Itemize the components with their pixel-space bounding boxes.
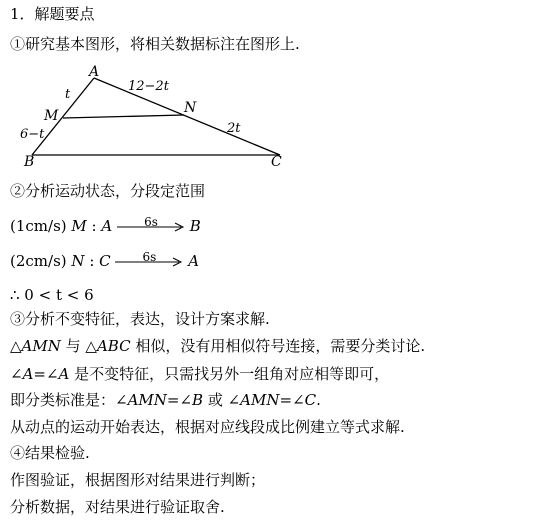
case-two: ∠AMN=∠C xyxy=(227,391,317,409)
segment-an-label: 12−2t xyxy=(128,79,169,94)
motion-m-row xyxy=(10,216,201,236)
verify-text-2: 分析数据，对结果进行验证取舍. xyxy=(10,498,225,516)
similar-rest: 相似，没有用相似符号连接，需要分类讨论. xyxy=(130,337,426,355)
segment-mb-label: 6−t xyxy=(20,127,45,142)
classification-prefix: 即分类标准是： xyxy=(10,391,116,409)
triangle-amn: △AMN xyxy=(10,337,61,355)
motion-n-from: C xyxy=(99,252,111,270)
motion-m-colon: : xyxy=(91,217,97,235)
triangle-abc: △ABC xyxy=(85,337,131,355)
point-n-label: N xyxy=(184,100,197,116)
side-ab xyxy=(32,78,94,155)
express-text: 从动点的运动开始表达，根据对应线段成比例建立等式求解. xyxy=(10,418,405,436)
step3-text: ③分析不变特征，表达，设计方案求解. xyxy=(10,310,270,328)
classification-line xyxy=(10,390,321,410)
motion-m-point: M xyxy=(71,217,87,235)
motion-m-speed: (1cm/s) xyxy=(10,217,67,235)
angle-equality: ∠A=∠A xyxy=(10,365,70,383)
motion-m-from: A xyxy=(101,217,113,235)
motion-m-arrow xyxy=(117,216,185,236)
motion-n-speed: (2cm/s) xyxy=(10,252,67,270)
segment-nc-label: 2t xyxy=(227,121,241,136)
segment-am-label: t xyxy=(65,87,71,102)
heading: 1．解题要点 xyxy=(10,5,95,23)
right-arrow-icon xyxy=(117,222,185,232)
similar-triangles-line xyxy=(10,336,425,356)
case-connector: 或 xyxy=(203,391,228,409)
time-range: ∴ 0 < t < 6 xyxy=(10,286,94,304)
point-m-label: M xyxy=(44,108,59,124)
vertex-a-label: A xyxy=(89,64,100,80)
motion-n-point: N xyxy=(71,252,85,270)
triangle-figure xyxy=(0,62,300,170)
motion-n-to: A xyxy=(188,252,200,270)
step1-text: ①研究基本图形，将相关数据标注在图形上. xyxy=(10,35,300,53)
motion-n-time: 6s xyxy=(142,250,157,264)
case-one: ∠AMN=∠B xyxy=(115,391,204,409)
segment-mn xyxy=(63,115,184,118)
classification-end: . xyxy=(316,391,321,409)
motion-m-time: 6s xyxy=(144,215,158,229)
verify-text-1: 作图验证，根据图形对结果进行判断； xyxy=(10,471,266,489)
similar-connector: 与 xyxy=(60,337,86,355)
motion-n-arrow xyxy=(115,251,183,271)
motion-m-to: B xyxy=(189,217,201,235)
invariant-angle-line xyxy=(10,364,389,384)
step2-text: ②分析运动状态，分段定范围 xyxy=(10,182,206,200)
right-arrow-icon xyxy=(115,257,183,267)
motion-n-colon: : xyxy=(89,252,95,270)
vertex-c-label: C xyxy=(271,154,282,170)
invariant-text: 是不变特征，只需找另外一组角对应相等即可， xyxy=(69,365,390,383)
step4-text: ④结果检验. xyxy=(10,444,90,462)
motion-n-row xyxy=(10,251,199,271)
vertex-b-label: B xyxy=(24,154,35,170)
